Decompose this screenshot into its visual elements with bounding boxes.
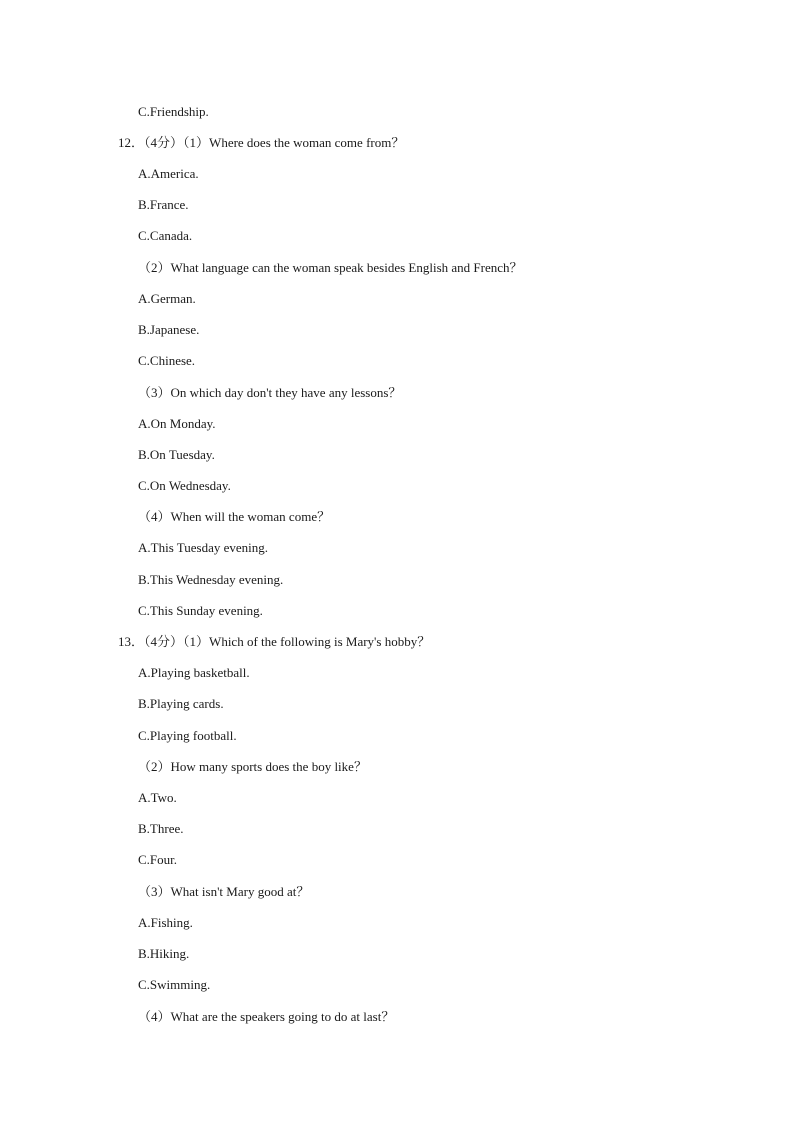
q12-sub1-option-b: B.France. xyxy=(138,197,189,212)
q13-sub2-label: （2） xyxy=(138,759,171,774)
q12-sub2-option-c: C.Chinese. xyxy=(138,353,196,368)
q13-sub2-option-b: B.Three. xyxy=(138,821,184,836)
q12-sub1-text: Where does the woman come from？ xyxy=(209,135,405,150)
q13-sub1-option-a: A.Playing basketball. xyxy=(138,665,250,680)
q12-sub3-option-c: C.On Wednesday. xyxy=(138,478,231,493)
q13-sub3-option-b: B.Hiking. xyxy=(138,946,190,961)
q11-option-c: C.Friendship. xyxy=(138,104,209,119)
q12-sub3-label: （3） xyxy=(138,385,171,400)
q13-sub3-label: （3） xyxy=(138,884,171,899)
q12-sub3-text: On which day don't they have any lessons？ xyxy=(170,385,402,400)
q12-sub3-option-a: A.On Monday. xyxy=(138,416,216,431)
q13-sub3-option-a: A.Fishing. xyxy=(138,915,193,930)
q12-sub1-option-a: A.America. xyxy=(138,166,199,181)
q12-sub2-label: （2） xyxy=(138,260,171,275)
q13-sub2-text: How many sports does the boy like？ xyxy=(170,759,367,774)
q12-sub4-question xyxy=(138,509,330,525)
q12-sub2-text: What language can the woman speak besides English and French？ xyxy=(170,260,523,275)
q13-header xyxy=(118,634,430,650)
q12-sub1-label: （1） xyxy=(183,135,210,150)
q12-sub4-option-a: A.This Tuesday evening. xyxy=(138,540,268,555)
q13-score: （4分） xyxy=(144,634,184,649)
q13-sub2-question xyxy=(138,759,367,775)
q13-sub1-option-b: B.Playing cards. xyxy=(138,696,224,711)
q13-sub4-text: What are the speakers going to do at last？ xyxy=(170,1009,395,1024)
q12-sub4-label: （4） xyxy=(138,509,171,524)
q13-sub1-text: Which of the following is Mary's hobby？ xyxy=(209,634,431,649)
q13-sub3-option-c: C.Swimming. xyxy=(138,977,211,992)
q13-sub1-option-c: C.Playing football. xyxy=(138,728,237,743)
q13-sub3-question xyxy=(138,884,309,900)
q13-number: 13． xyxy=(118,634,145,649)
q13-sub3-text: What isn't Mary good at？ xyxy=(170,884,310,899)
q13-sub2-option-c: C.Four. xyxy=(138,852,178,867)
q12-header xyxy=(118,135,404,151)
q12-sub3-option-b: B.On Tuesday. xyxy=(138,447,215,462)
q12-sub4-text: When will the woman come？ xyxy=(170,509,331,524)
q12-sub4-option-c: C.This Sunday evening. xyxy=(138,603,263,618)
q12-sub2-option-a: A.German. xyxy=(138,291,196,306)
q13-sub2-option-a: A.Two. xyxy=(138,790,177,805)
q13-sub4-question xyxy=(138,1009,394,1025)
q12-number: 12． xyxy=(118,135,145,150)
q12-sub2-question xyxy=(138,260,523,276)
q13-sub1-label: （1） xyxy=(183,634,210,649)
q12-sub3-question xyxy=(138,385,401,401)
q12-sub2-option-b: B.Japanese. xyxy=(138,322,200,337)
q13-sub4-label: （4） xyxy=(138,1009,171,1024)
q12-score: （4分） xyxy=(144,135,184,150)
q12-sub4-option-b: B.This Wednesday evening. xyxy=(138,572,284,587)
q12-sub1-option-c: C.Canada. xyxy=(138,228,193,243)
